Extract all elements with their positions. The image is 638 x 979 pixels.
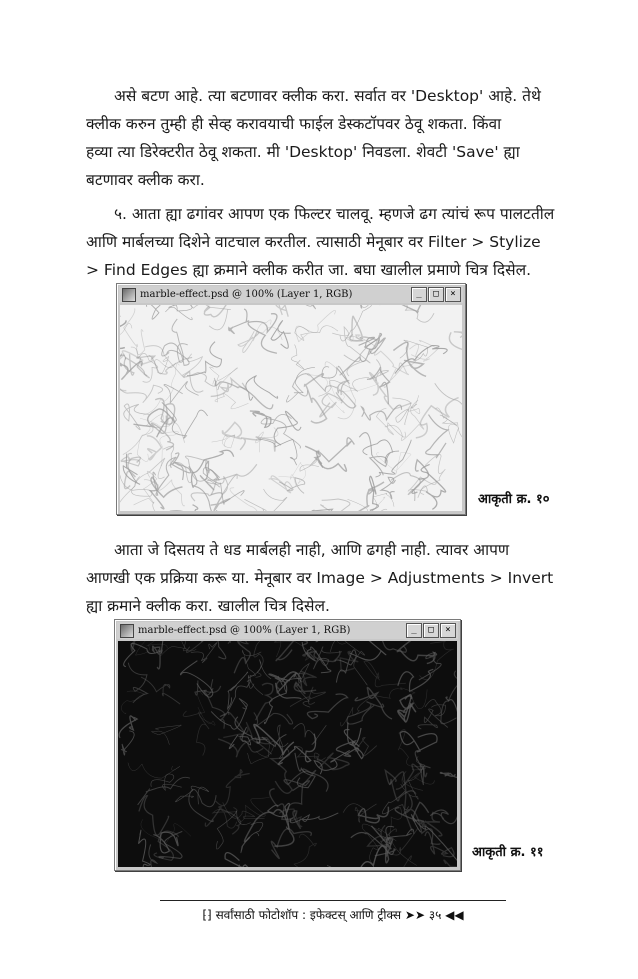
text-line: > Find Edges ह्या क्रमाने क्लीक करीत जा. बघा खालील प्रमाणे चित्र दिसेल.	[86, 261, 531, 279]
figure-10-caption: आकृती क्र. १०	[478, 492, 550, 507]
text-line: ५. आता ह्या ढगांवर आपण एक फिल्टर चालवू. म्हणजे ढग त्यांचं रूप पालटतील	[114, 205, 555, 223]
paragraph-invert	[86, 536, 582, 620]
minimize-button[interactable]: _	[406, 623, 422, 638]
minimize-button[interactable]: _	[411, 287, 427, 302]
window-title: marble-effect.psd @ 100% (Layer 1, RGB)	[140, 289, 353, 300]
text-line: बटणावर क्लीक करा.	[86, 171, 205, 189]
figure-10-window	[116, 283, 466, 515]
text-line: आणखी एक प्रक्रिया करू या. मेनूबार वर Image > Adjustments > Invert	[86, 569, 554, 587]
marble-edges-image	[120, 305, 462, 511]
photoshop-document-icon	[122, 288, 136, 302]
paragraph-find-edges	[86, 200, 582, 284]
footer-divider	[160, 900, 506, 901]
text-line: क्लीक करुन तुम्ही ही सेव्ह करावयाची फाईल डेस्कटॉपवर ठेवू शकता. किंवा	[86, 115, 502, 133]
paragraph-save-dialog	[86, 82, 582, 194]
text-line: ह्या क्रमाने क्लीक करा. खालील चित्र दिसेल.	[86, 597, 330, 615]
figure-11-caption: आकृती क्र. ११	[472, 845, 544, 860]
maximize-button[interactable]: □	[423, 623, 439, 638]
text-line: आता जे दिसतय ते धड मार्बलही नाही, आणि ढगही नाही. त्यावर आपण	[114, 541, 510, 559]
close-button[interactable]: ×	[440, 623, 456, 638]
text-line: हव्या त्या डिरेक्टरीत ठेवू शकता. मी 'Desktop' निवडला. शेवटी 'Save' ह्या	[86, 143, 520, 161]
text-line: असे बटण आहे. त्या बटणावर क्लीक करा. सर्वात वर 'Desktop' आहे. तेथे	[114, 87, 541, 105]
window-titlebar	[117, 622, 458, 639]
marble-inverted-image	[118, 641, 457, 867]
window-title: marble-effect.psd @ 100% (Layer 1, RGB)	[138, 625, 351, 636]
close-button[interactable]: ×	[445, 287, 461, 302]
window-titlebar	[119, 286, 463, 303]
page-footer: ⁅⁆ सर्वांसाठी फोटोशॉप : इफेक्टस् आणि ट्रीक्स ➤➤ ३५ ◀◀	[202, 908, 464, 922]
figure-11-window	[114, 619, 461, 871]
text-line: आणि मार्बलच्या दिशेने वाटचाल करतील. त्यासाठी मेनूबार वर Filter > Stylize	[86, 233, 541, 251]
photoshop-document-icon	[120, 624, 134, 638]
maximize-button[interactable]: □	[428, 287, 444, 302]
